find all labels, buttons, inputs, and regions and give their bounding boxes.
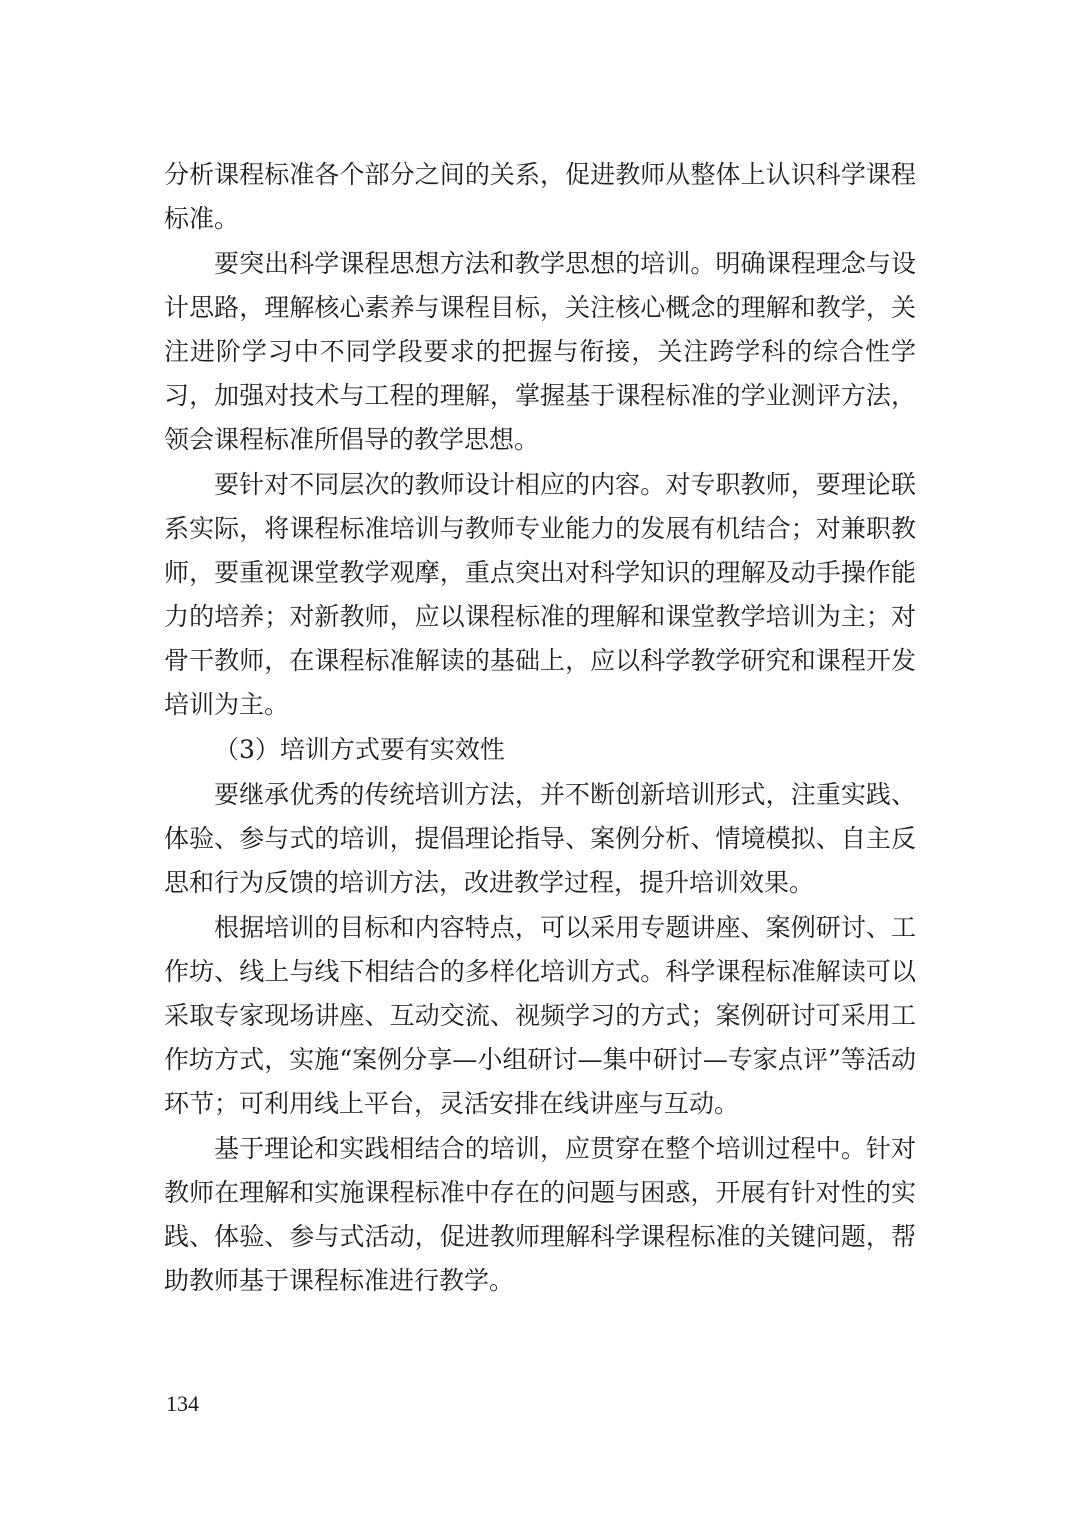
section-subheading: （3）培训方式要有实效性: [214, 735, 505, 764]
page-number: 134: [166, 1391, 199, 1416]
body-text: [164, 153, 916, 1304]
paragraph-theory-practice: 基于理论和实践相结合的培训，应贯穿在整个培训过程中。针对教师在理解和实施课程标准中存在的问题与困惑，开展有针对性的实践、体验、参与式活动，促进教师理解科学课程标准的关键问题，帮助教师基于课程标准进行教学。: [164, 1134, 916, 1295]
paragraph-training-methods: 要继承优秀的传统培训方法，并不断创新培训形式，注重实践、体验、参与式的培训，提倡理论指导、案例分析、情境模拟、自主反思和行为反馈的培训方法，改进教学过程，提升培训效果。: [164, 780, 916, 897]
paragraph-teacher-levels: 要针对不同层次的教师设计相应的内容。对专职教师，要理论联系实际，将课程标准培训与教师专业能力的发展有机结合；对兼职教师，要重视课堂教学观摩，重点突出对科学知识的理解及动手操作能力的培养；对新教师，应以课程标准的理解和课堂教学培训为主；对骨干教师，在课程标准解读的基础上，应以科学教学研究和课程开发培训为主。: [164, 470, 916, 719]
paragraph-continuation: 分析课程标准各个部分之间的关系，促进教师从整体上认识科学课程标准。: [164, 160, 916, 233]
paragraph-training-formats: 根据培训的目标和内容特点，可以采用专题讲座、案例研讨、工作坊、线上与线下相结合的多样化培训方式。科学课程标准解读可以采取专家现场讲座、互动交流、视频学习的方式；案例研讨可采用工作坊方式，实施“案例分享—小组研讨—集中研讨—专家点评”等活动环节；可利用线上平台，灵活安排在线讲座与互动。: [164, 913, 916, 1118]
paragraph-thought-training: 要突出科学课程思想方法和教学思想的培训。明确课程理念与设计思路，理解核心素养与课程目标，关注核心概念的理解和教学，关注进阶学习中不同学段要求的把握与衔接，关注跨学科的综合性学习，加强对技术与工程的理解，掌握基于课程标准的学业测评方法，领会课程标准所倡导的教学思想。: [164, 249, 916, 454]
